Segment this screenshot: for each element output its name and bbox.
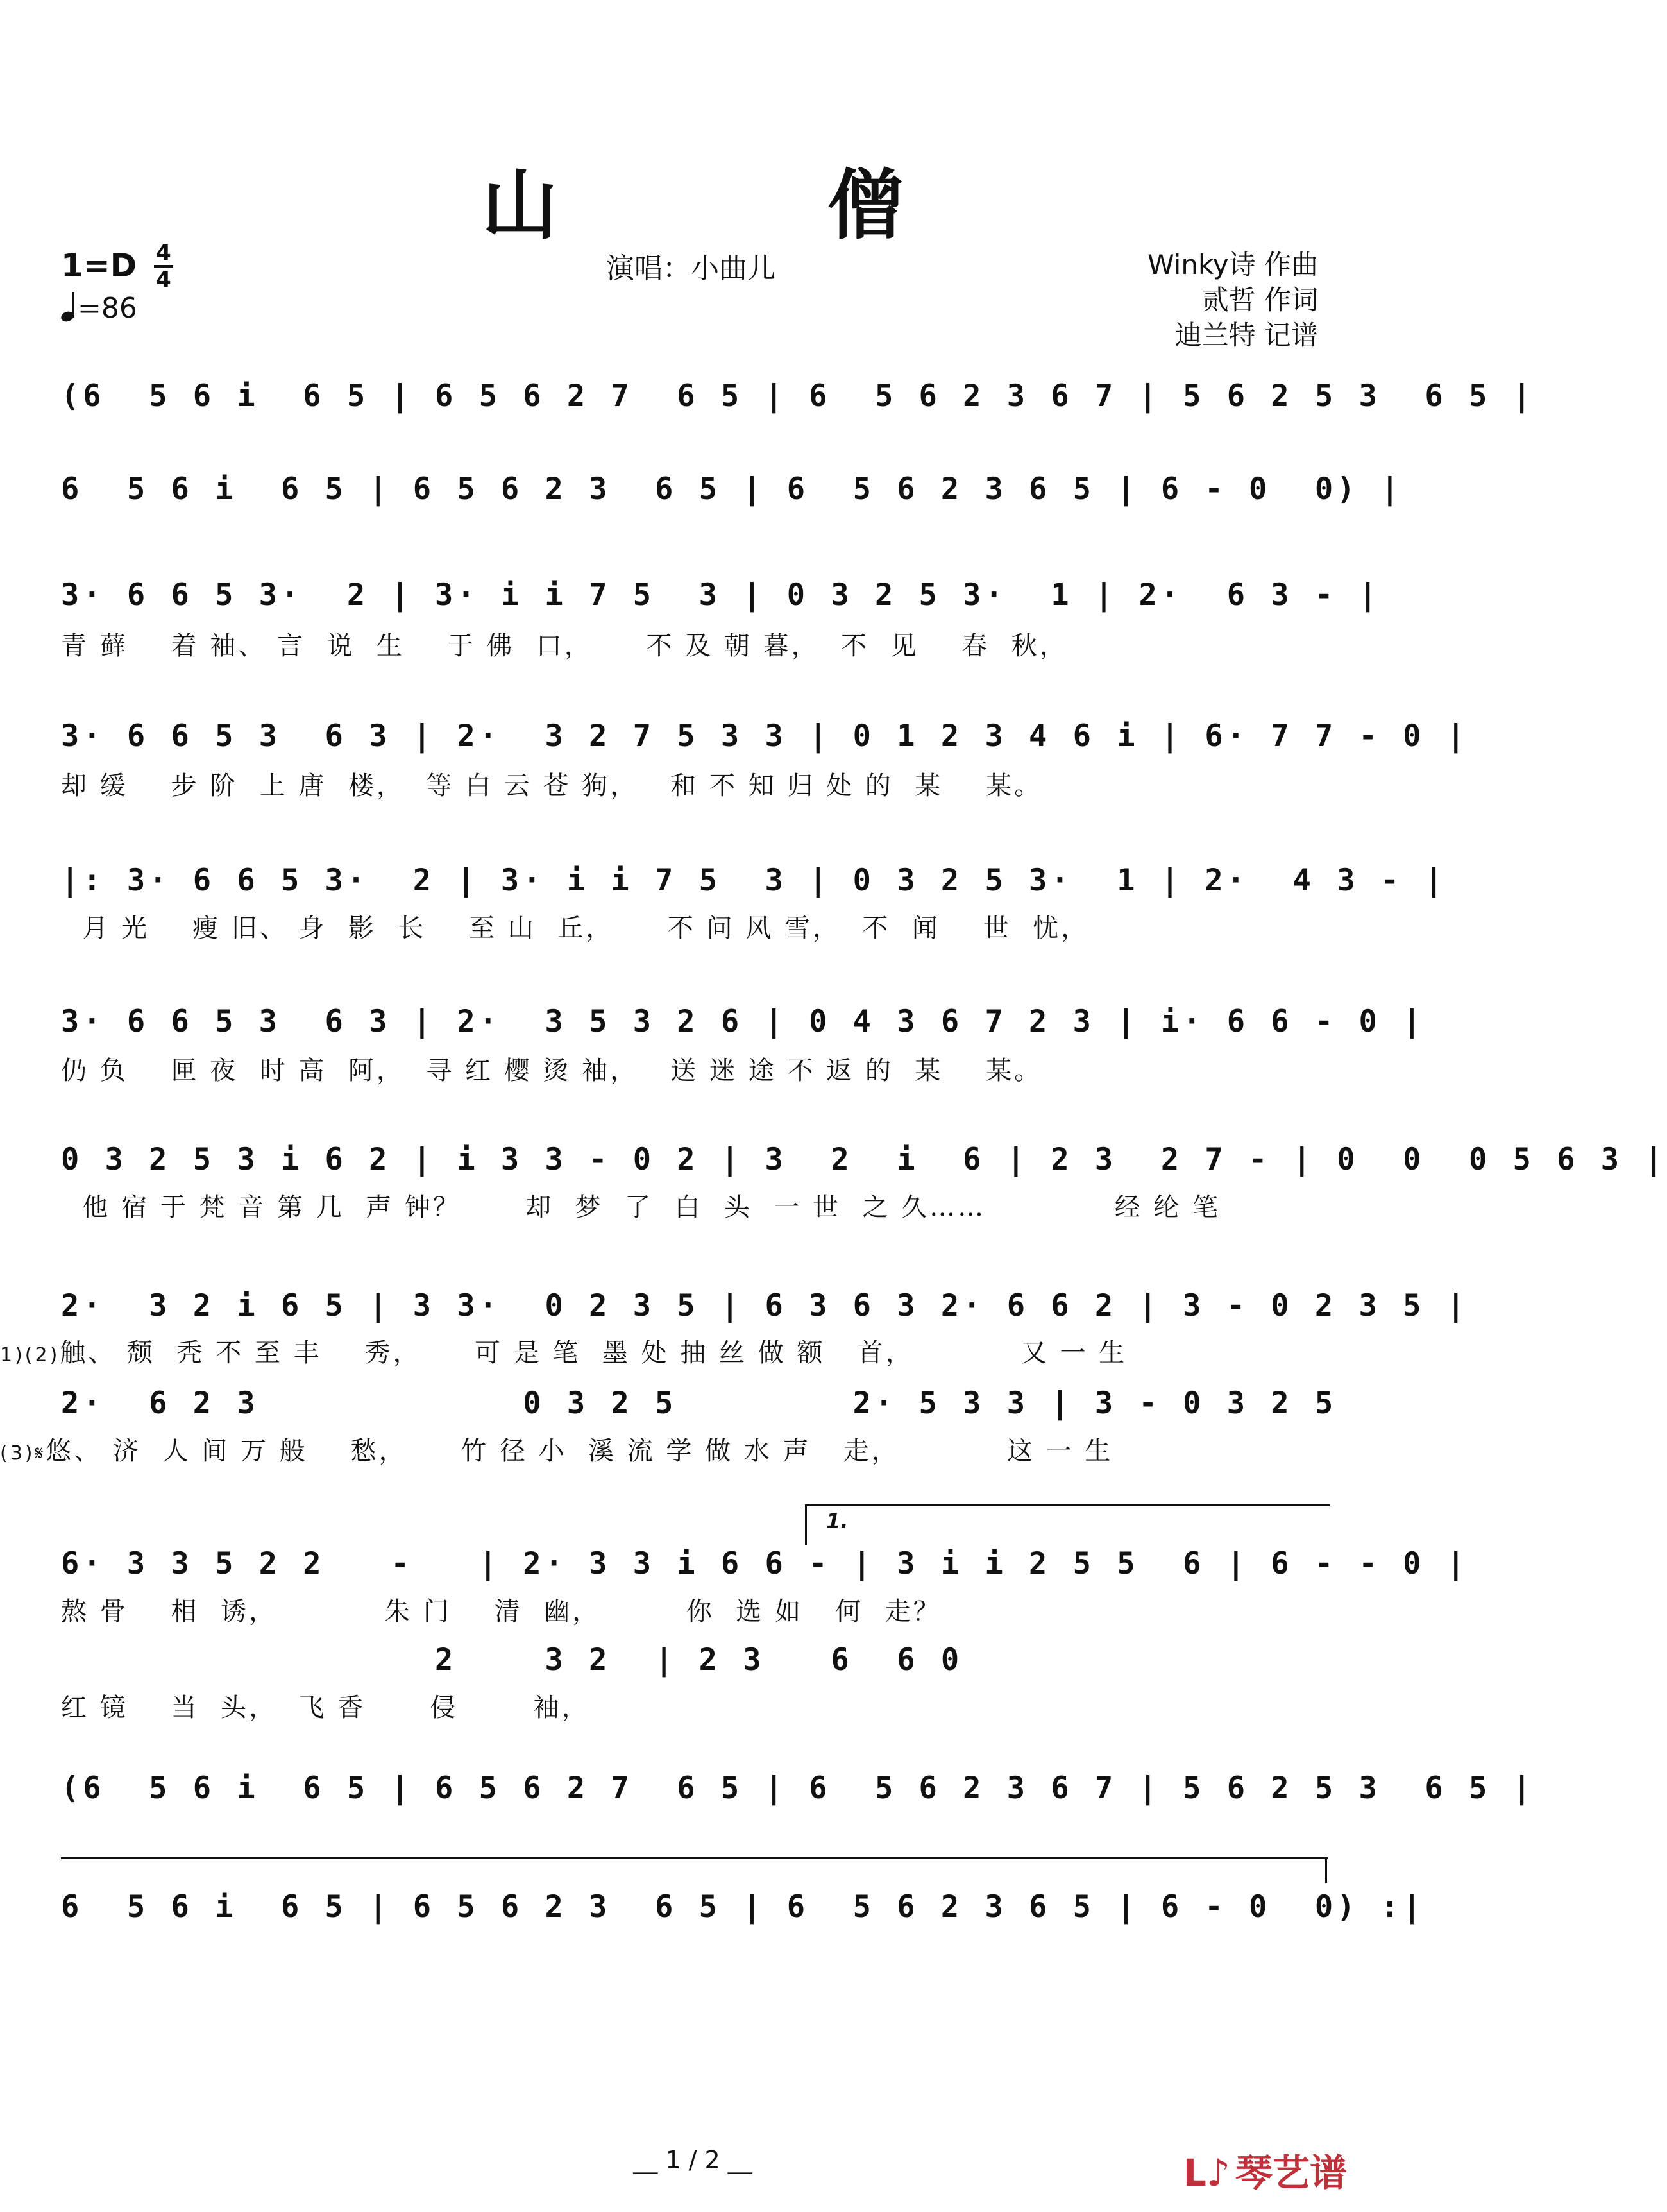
- lyric-row-9: 红 镜 当 头， 飞 香 侵 袖，: [61, 1693, 590, 1723]
- notation-row-10: 6· 3 3 5 2 2 - | 2· 3 3 i 6 6 - | 3 i i 2 5 5 6 | 6 - - 0 |: [61, 1546, 1469, 1581]
- lyric-row-6: 1)(2)触、 颓 秃 不 至 丰 秀， 可 是 笔 墨 处 抽 丝 做 额 首， 又 一 生: [0, 1338, 1128, 1368]
- lyric-row-4: 仍 负 匣 夜 时 高 阿， 寻 红 樱 烫 袖， 送 迷 途 不 返 的 某 某。: [61, 1056, 1043, 1085]
- verse-mark-3: (3)𝄋: [0, 1442, 46, 1465]
- first-ending-bracket: 1.: [805, 1504, 1330, 1545]
- lyric-row-3: 月 光 瘦 旧、 身 影 长 至 山 丘， 不 问 风 雪， 不 闻 世 忧，: [61, 914, 1090, 943]
- lyric-row-2: 却 缓 步 阶 上 唐 楼， 等 白 云 苍 狗， 和 不 知 归 处 的 某 某。: [61, 771, 1043, 801]
- section-rule-end: [1325, 1857, 1327, 1883]
- composer-credit: Winky诗 作曲: [1147, 249, 1318, 280]
- notation-row-9: 2· 6 2 3 0 3 2 5 2· 5 3 3 | 3 - 0 3 2 5: [61, 1386, 1337, 1421]
- notation-row-3: 3· 6 6 5 3· 2 | 3· i i 7 5 3 | 0 3 2 5 3· 1 | 2· 6 3 - |: [61, 577, 1381, 613]
- music-logo-icon: ᒪ♪: [1183, 2151, 1230, 2195]
- key-signature: 1=D 4 4: [61, 247, 137, 284]
- notation-row-7: 0 3 2 5 3 i 6 2 | i 3 3 - 0 2 | 3 2 i 6 | 2 3 2 7 - | 0 0 0 5 6 3 |: [61, 1142, 1667, 1177]
- singer-credit: 演唱：小曲儿: [606, 252, 775, 285]
- notation-row-11: 2 3 2 | 2 3 6 6 0: [61, 1642, 963, 1678]
- quarter-note-icon: [61, 292, 78, 321]
- lyric-row-7: (3)𝄋悠、 济 人 间 万 般 愁， 竹 径 小 溪 流 学 做 水 声 走， 这 一 生: [0, 1436, 1113, 1466]
- page-title: 山 僧: [482, 160, 1026, 250]
- notation-row-8: 2· 3 2 i 6 5 | 3 3· 0 2 3 5 | 6 3 6 3 2· 6 6 2 | 3 - 0 2 3 5 |: [61, 1288, 1469, 1323]
- notation-row-1: (6 5 6 i 6 5 | 6 5 6 2 7 6 5 | 6 5 6 2 3 6 7 | 5 6 2 5 3 6 5 |: [61, 379, 1535, 414]
- notation-row-12: (6 5 6 i 6 5 | 6 5 6 2 7 6 5 | 6 5 6 2 3 6 7 | 5 6 2 5 3 6 5 |: [61, 1771, 1535, 1806]
- notation-row-4: 3· 6 6 5 3 6 3 | 2· 3 2 7 5 3 3 | 0 1 2 3 4 6 i | 6· 7 7 - 0 |: [61, 719, 1469, 754]
- notation-row-6: 3· 6 6 5 3 6 3 | 2· 3 5 3 2 6 | 0 4 3 6 7 2 3 | i· 6 6 - 0 |: [61, 1004, 1425, 1039]
- lyric-row-5: 他 宿 于 梵 音 第 几 声 钟？ 却 梦 了 白 头 一 世 之 久…… 经 纶 笔: [61, 1193, 1221, 1222]
- tempo-marking: =86: [61, 292, 137, 325]
- notation-row-2: 6 5 6 i 6 5 | 6 5 6 2 3 6 5 | 6 5 6 2 3 6 5 | 6 - 0 0) |: [61, 472, 1403, 507]
- lyric-row-1: 青 藓 着 袖、 言 说 生 于 佛 口， 不 及 朝 暮， 不 见 春 秋，: [61, 631, 1068, 661]
- lyricist-credit: 贰哲 作词: [1201, 284, 1318, 316]
- site-logo: ᒪ♪ 琴艺谱: [1183, 2151, 1347, 2195]
- time-signature: 4 4: [154, 242, 173, 291]
- section-rule: [61, 1857, 1328, 1859]
- notation-row-13: 6 5 6 i 6 5 | 6 5 6 2 3 6 5 | 6 5 6 2 3 6 5 | 6 - 0 0) :|: [61, 1889, 1425, 1925]
- lyric-row-8: 熬 骨 相 诱， 朱 门 清 幽， 你 选 如 何 走？: [61, 1597, 942, 1626]
- verse-mark-1-2: 1)(2): [0, 1344, 60, 1366]
- transcriber-credit: 迪兰特 记谱: [1174, 319, 1318, 351]
- notation-row-5: |: 3· 6 6 5 3· 2 | 3· i i 7 5 3 | 0 3 2 5 3· 1 | 2· 4 3 - |: [61, 863, 1447, 898]
- page-number: __ 1 / 2 __: [633, 2146, 752, 2174]
